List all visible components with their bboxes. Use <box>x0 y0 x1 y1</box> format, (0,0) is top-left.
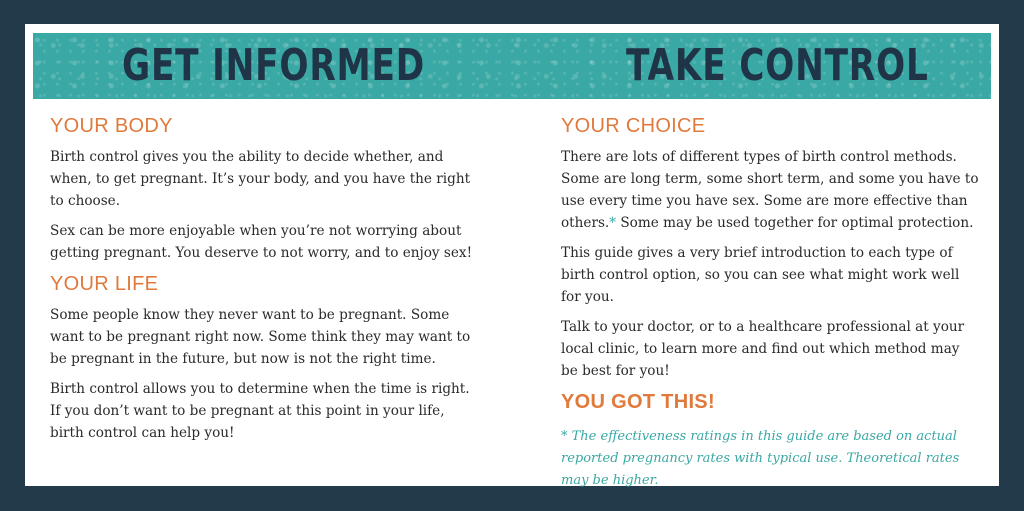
your-life-para-2: Birth control allows you to determine when the time is right. If you don’t want to be pregnant at this point in your life, birth control can help you! <box>50 381 470 441</box>
right-column <box>561 114 979 492</box>
footnote-asterisk: * <box>609 215 617 231</box>
brochure-card <box>25 24 999 486</box>
your-body-heading: YOUR BODY <box>50 115 173 137</box>
your-choice-para-2: This guide gives a very brief introduction to each type of birth control option, so you can see what might work well for you. <box>561 245 960 305</box>
your-life-para-1: Some people know they never want to be pregnant. Some want to be pregnant right now. Some think they may want to be pregnant in the future, but now is not the right time. <box>50 307 471 367</box>
your-body-para-1: Birth control gives you the ability to decide whether, and when, to get pregnant. It’s your body, and you have the right to choose. <box>50 149 471 209</box>
you-got-this-heading: YOU GOT THIS! <box>561 391 715 413</box>
your-body-para-2: Sex can be more enjoyable when you’re not worrying about getting pregnant. You deserve to not worry, and to enjoy sex! <box>50 223 473 261</box>
take-control-title: TAKE CONTROL <box>626 40 929 91</box>
your-choice-heading: YOUR CHOICE <box>561 115 706 137</box>
your-choice-para-1-text: There are lots of different types of birth control methods. Some are long term, some short term, and some you have to use every time you have sex. Some are more effective than others. <box>561 149 979 231</box>
your-choice-para-3: Talk to your doctor, or to a healthcare professional at your local clinic, to learn more and find out which method may be best for you! <box>561 319 965 379</box>
your-choice-para-1-text-b: Some may be used together for optimal protection. <box>616 215 974 231</box>
header-banner <box>33 33 991 99</box>
left-column <box>50 114 480 452</box>
your-life-heading: YOUR LIFE <box>50 273 159 295</box>
effectiveness-footnote: * The effectiveness ratings in this guide are based on actual reported pregnancy rates with typical use. Theoretical rates may be higher. <box>561 429 960 488</box>
get-informed-title: GET INFORMED <box>122 40 425 91</box>
your-choice-para-1 <box>561 146 979 234</box>
